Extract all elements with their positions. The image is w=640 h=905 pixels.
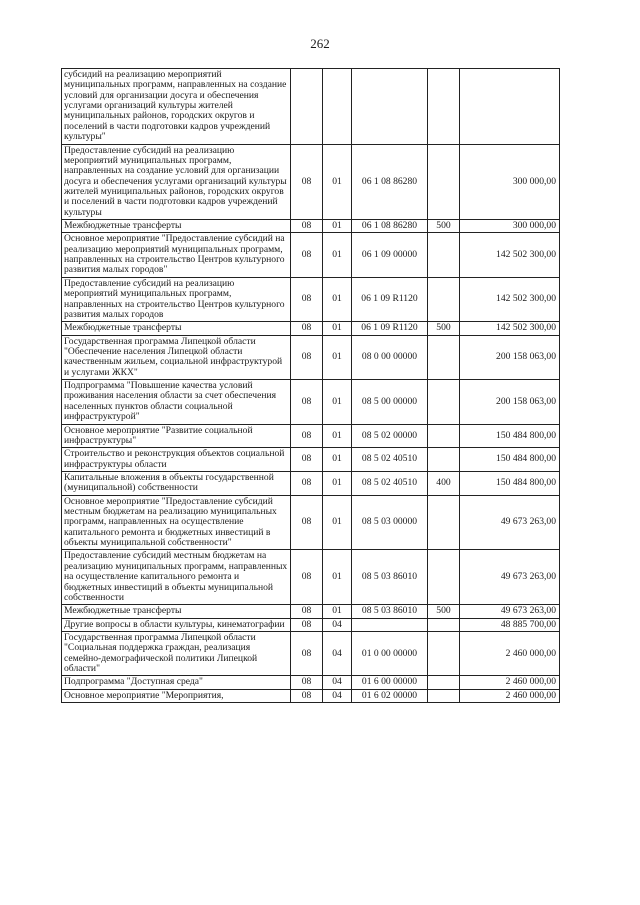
target-article-cell bbox=[352, 69, 428, 145]
target-article-cell: 08 5 03 00000 bbox=[352, 495, 428, 550]
section-code-cell: 08 bbox=[291, 277, 323, 321]
item-name-cell: Основное мероприятие "Предоставление субсидий местным бюджетам на реализацию муниципальных программ, направленных на осуществление капитального ремонта и бюджетных инвестиций в объекты муниципальной собственности" bbox=[62, 495, 291, 550]
subsection-code-cell bbox=[323, 69, 352, 145]
table-row bbox=[62, 322, 560, 335]
subsection-code-cell: 01 bbox=[323, 220, 352, 233]
table-row bbox=[62, 144, 560, 220]
target-article-cell: 08 5 02 40510 bbox=[352, 448, 428, 472]
amount-cell: 142 502 300,00 bbox=[460, 277, 560, 321]
amount-cell: 49 673 263,00 bbox=[460, 605, 560, 618]
subsection-code-cell: 04 bbox=[323, 676, 352, 689]
expense-type-cell bbox=[428, 676, 460, 689]
item-name-cell: Межбюджетные трансферты bbox=[62, 322, 291, 335]
expense-type-cell: 400 bbox=[428, 471, 460, 495]
expense-type-cell bbox=[428, 277, 460, 321]
expense-type-cell bbox=[428, 424, 460, 448]
item-name-cell: Предоставление субсидий местным бюджетам на реализацию муниципальных программ, направленных на осуществление капитального ремонта и бюджетных инвестиций в объекты муниципальной собственности bbox=[62, 550, 291, 605]
section-code-cell: 08 bbox=[291, 689, 323, 702]
target-article-cell: 08 5 02 00000 bbox=[352, 424, 428, 448]
amount-cell: 200 158 063,00 bbox=[460, 335, 560, 379]
subsection-code-cell: 01 bbox=[323, 322, 352, 335]
amount-cell: 200 158 063,00 bbox=[460, 380, 560, 424]
table-row bbox=[62, 220, 560, 233]
table-row bbox=[62, 69, 560, 145]
item-name-cell: Подпрограмма "Повышение качества условий проживания населения области за счет обеспечения населенных пунктов области социальной инфраструктурой" bbox=[62, 380, 291, 424]
amount-cell: 300 000,00 bbox=[460, 144, 560, 220]
budget-table-body bbox=[62, 69, 560, 703]
section-code-cell: 08 bbox=[291, 676, 323, 689]
item-name-cell: Межбюджетные трансферты bbox=[62, 605, 291, 618]
subsection-code-cell: 01 bbox=[323, 424, 352, 448]
table-row bbox=[62, 495, 560, 550]
item-name-cell: Межбюджетные трансферты bbox=[62, 220, 291, 233]
subsection-code-cell: 01 bbox=[323, 380, 352, 424]
expense-type-cell bbox=[428, 380, 460, 424]
target-article-cell: 06 1 09 R1120 bbox=[352, 322, 428, 335]
section-code-cell: 08 bbox=[291, 424, 323, 448]
subsection-code-cell: 01 bbox=[323, 448, 352, 472]
item-name-cell: Государственная программа Липецкой области "Обеспечение населения Липецкой области качественным жильем, социальной инфраструктурой и услугами ЖКХ" bbox=[62, 335, 291, 379]
amount-cell: 150 484 800,00 bbox=[460, 471, 560, 495]
target-article-cell: 08 5 00 00000 bbox=[352, 380, 428, 424]
item-name-cell: Основное мероприятие "Развитие социальной инфраструктуры" bbox=[62, 424, 291, 448]
item-name-cell: Предоставление субсидий на реализацию мероприятий муниципальных программ, направленных на создание условий для организации досуга и обеспечения услугами организаций культуры жителей муниципальных районов, городских округов и поселений в части подготовки кадров учреждений культуры bbox=[62, 144, 291, 220]
amount-cell: 49 673 263,00 bbox=[460, 495, 560, 550]
item-name-cell: Государственная программа Липецкой области "Социальная поддержка граждан, реализация семейно-демографической политики Липецкой области" bbox=[62, 631, 291, 675]
target-article-cell: 08 0 00 00000 bbox=[352, 335, 428, 379]
target-article-cell: 06 1 09 R1120 bbox=[352, 277, 428, 321]
section-code-cell: 08 bbox=[291, 233, 323, 277]
subsection-code-cell: 04 bbox=[323, 689, 352, 702]
target-article-cell bbox=[352, 618, 428, 631]
target-article-cell: 06 1 08 86280 bbox=[352, 220, 428, 233]
target-article-cell: 01 6 02 00000 bbox=[352, 689, 428, 702]
table-row bbox=[62, 448, 560, 472]
section-code-cell: 08 bbox=[291, 495, 323, 550]
section-code-cell: 08 bbox=[291, 448, 323, 472]
amount-cell: 2 460 000,00 bbox=[460, 689, 560, 702]
expense-type-cell bbox=[428, 448, 460, 472]
target-article-cell: 08 5 02 40510 bbox=[352, 471, 428, 495]
section-code-cell: 08 bbox=[291, 322, 323, 335]
subsection-code-cell: 04 bbox=[323, 618, 352, 631]
section-code-cell: 08 bbox=[291, 380, 323, 424]
subsection-code-cell: 01 bbox=[323, 495, 352, 550]
subsection-code-cell: 01 bbox=[323, 144, 352, 220]
item-name-cell: Капитальные вложения в объекты государственной (муниципальной) собственности bbox=[62, 471, 291, 495]
item-name-cell: Основное мероприятие "Мероприятия, bbox=[62, 689, 291, 702]
target-article-cell: 06 1 09 00000 bbox=[352, 233, 428, 277]
table-row bbox=[62, 605, 560, 618]
section-code-cell: 08 bbox=[291, 550, 323, 605]
section-code-cell: 08 bbox=[291, 335, 323, 379]
expense-type-cell bbox=[428, 495, 460, 550]
amount-cell: 150 484 800,00 bbox=[460, 424, 560, 448]
item-name-cell: Основное мероприятие "Предоставление субсидий на реализацию мероприятий муниципальных программ, направленных на строительство Центров культурного развития малых городов" bbox=[62, 233, 291, 277]
section-code-cell: 08 bbox=[291, 631, 323, 675]
amount-cell: 48 885 700,00 bbox=[460, 618, 560, 631]
expense-type-cell bbox=[428, 689, 460, 702]
expense-type-cell bbox=[428, 618, 460, 631]
table-row bbox=[62, 424, 560, 448]
item-name-cell: субсидий на реализацию мероприятий муниципальных программ, направленных на создание условий для организации досуга и обеспечения услугами организаций культуры жителей муниципальных районов, городских округов и поселений в части подготовки кадров учреждений культуры" bbox=[62, 69, 291, 145]
item-name-cell: Другие вопросы в области культуры, кинематографии bbox=[62, 618, 291, 631]
table-row bbox=[62, 631, 560, 675]
section-code-cell bbox=[291, 69, 323, 145]
expense-type-cell bbox=[428, 335, 460, 379]
amount-cell: 49 673 263,00 bbox=[460, 550, 560, 605]
subsection-code-cell: 01 bbox=[323, 471, 352, 495]
section-code-cell: 08 bbox=[291, 144, 323, 220]
table-row bbox=[62, 277, 560, 321]
target-article-cell: 08 5 03 86010 bbox=[352, 605, 428, 618]
subsection-code-cell: 01 bbox=[323, 550, 352, 605]
item-name-cell: Подпрограмма "Доступная среда" bbox=[62, 676, 291, 689]
subsection-code-cell: 01 bbox=[323, 233, 352, 277]
table-row bbox=[62, 335, 560, 379]
subsection-code-cell: 01 bbox=[323, 277, 352, 321]
table-row bbox=[62, 689, 560, 702]
subsection-code-cell: 01 bbox=[323, 605, 352, 618]
expense-type-cell: 500 bbox=[428, 322, 460, 335]
table-row bbox=[62, 471, 560, 495]
subsection-code-cell: 01 bbox=[323, 335, 352, 379]
expense-type-cell bbox=[428, 631, 460, 675]
item-name-cell: Предоставление субсидий на реализацию мероприятий муниципальных программ, направленных на строительство Центров культурного развития малых городов bbox=[62, 277, 291, 321]
table-row bbox=[62, 550, 560, 605]
page-number: 262 bbox=[310, 36, 330, 51]
amount-cell: 2 460 000,00 bbox=[460, 631, 560, 675]
expense-type-cell bbox=[428, 550, 460, 605]
target-article-cell: 06 1 08 86280 bbox=[352, 144, 428, 220]
table-row bbox=[62, 233, 560, 277]
section-code-cell: 08 bbox=[291, 220, 323, 233]
table-row bbox=[62, 380, 560, 424]
target-article-cell: 01 0 00 00000 bbox=[352, 631, 428, 675]
item-name-cell: Строительство и реконструкция объектов социальной инфраструктуры области bbox=[62, 448, 291, 472]
target-article-cell: 01 6 00 00000 bbox=[352, 676, 428, 689]
section-code-cell: 08 bbox=[291, 618, 323, 631]
table-row bbox=[62, 618, 560, 631]
expense-type-cell bbox=[428, 233, 460, 277]
section-code-cell: 08 bbox=[291, 471, 323, 495]
amount-cell: 142 502 300,00 bbox=[460, 233, 560, 277]
table-row bbox=[62, 676, 560, 689]
budget-table bbox=[61, 68, 560, 703]
amount-cell bbox=[460, 69, 560, 145]
amount-cell: 150 484 800,00 bbox=[460, 448, 560, 472]
subsection-code-cell: 04 bbox=[323, 631, 352, 675]
amount-cell: 2 460 000,00 bbox=[460, 676, 560, 689]
amount-cell: 300 000,00 bbox=[460, 220, 560, 233]
expense-type-cell: 500 bbox=[428, 220, 460, 233]
section-code-cell: 08 bbox=[291, 605, 323, 618]
expense-type-cell bbox=[428, 144, 460, 220]
expense-type-cell: 500 bbox=[428, 605, 460, 618]
expense-type-cell bbox=[428, 69, 460, 145]
amount-cell: 142 502 300,00 bbox=[460, 322, 560, 335]
target-article-cell: 08 5 03 86010 bbox=[352, 550, 428, 605]
